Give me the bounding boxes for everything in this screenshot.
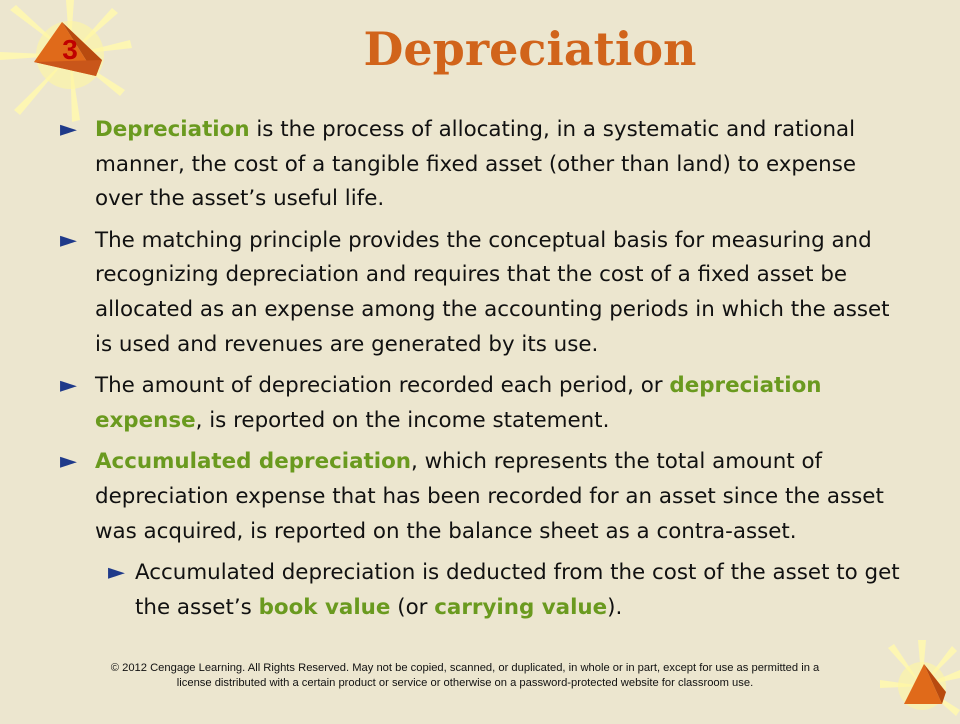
bullet-list [60, 113, 910, 632]
bullet-text-mid: (or [390, 594, 435, 620]
bullet-text: , which represents the total amount of depreciation expense that has been recorded for an asset since the asset was acquired, is reported on the balance sheet as a contra-asset. [95, 449, 884, 544]
term-accumulated-depreciation: Accumulated depreciation [95, 449, 412, 475]
bullet-text-post: ). [607, 594, 623, 620]
triangle-right-icon: ► [60, 373, 77, 399]
bullet-text-pre: Accumulated depreciation is deducted from the cost of the asset to get the asset’s [135, 560, 900, 620]
bullet-text-post: , is reported on the income statement. [195, 407, 610, 433]
bullet-matching-principle [60, 224, 910, 362]
bullet-accumulated-depreciation [60, 445, 910, 549]
triangle-right-icon: ► [60, 117, 77, 142]
term-carrying-value: carrying value [434, 594, 608, 620]
bullet-text-pre: The amount of depreciation recorded each period, or [95, 373, 670, 399]
chapter-number: 3 [62, 34, 78, 65]
copyright-line-1: © 2012 Cengage Learning. All Rights Reserved. May not be copied, scanned, or duplicated, in whole or in part, except for use as permitted in a [110, 662, 820, 674]
bullet-depreciation-definition [60, 113, 910, 217]
sunburst-pyramid-icon [880, 640, 960, 720]
term-depreciation-expense: depreciation expense [95, 373, 822, 433]
copyright-footer [0, 661, 960, 691]
bullet-depreciation-expense [60, 369, 910, 438]
term-depreciation: Depreciation [95, 117, 250, 142]
next-slide-button[interactable] [880, 640, 960, 720]
bullet-text: is the process of allocating, in a systematic and rational manner, the cost of a tangible fixed asset (other than land) to expense over the asset’s useful life. [95, 117, 857, 212]
triangle-right-icon: ► [60, 449, 77, 475]
copyright-line-2: license distributed with a certain product or service or otherwise on a password-protected website for classroom use. [176, 677, 754, 689]
bullet-text: The matching principle provides the conceptual basis for measuring and recognizing depreciation and requires that the cost of a fixed asset be allocated as an expense among the accounting periods in which the asset is used and revenues are generated by its use. [95, 227, 890, 357]
triangle-right-icon: ► [108, 560, 125, 586]
triangle-right-icon: ► [60, 227, 77, 253]
term-book-value: book value [258, 594, 391, 620]
page-title: Depreciation [363, 22, 697, 76]
sub-bullet-book-value [60, 556, 910, 625]
